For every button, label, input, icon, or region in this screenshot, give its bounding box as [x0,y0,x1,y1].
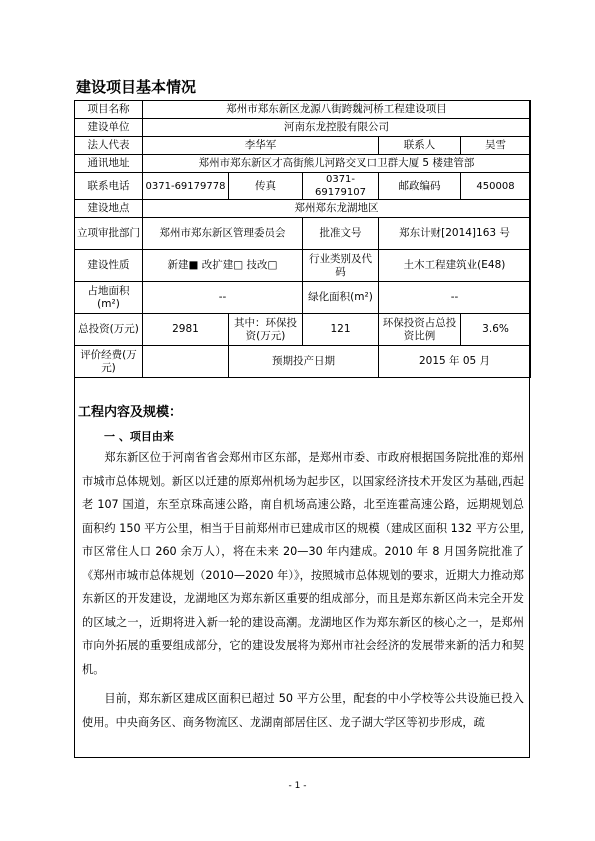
cell-value: -- [143,282,303,314]
cell-value: 河南东龙控股有限公司 [143,119,531,137]
cell-value: 郑州市郑东新区龙源八街跨魏河桥工程建设项目 [143,101,531,119]
cell-label: 立项审批部门 [75,218,143,250]
cell-value: 2981 [143,314,229,346]
table-row [75,155,531,173]
cell-label: 绿化面积(m²) [303,282,379,314]
cell-value: 郑州市郑东新区才高街熊儿河路交叉口卫群大厦 5 楼建管部 [143,155,531,173]
table-row [75,282,531,314]
cell-value: 450008 [461,173,531,200]
project-info-table [74,100,531,378]
cell-value: 新建■ 改扩建□ 技改□ [143,250,303,282]
table-row [75,218,531,250]
cell-value: 3.6% [461,314,531,346]
body-text [82,446,524,734]
cell-label: 预期投产日期 [229,346,379,378]
cell-label: 通讯地址 [75,155,143,173]
cell-label: 建设地点 [75,200,143,218]
cell-label: 建设单位 [75,119,143,137]
cell-label: 联系人 [379,137,461,155]
cell-value: 李华军 [143,137,379,155]
cell-label: 法人代表 [75,137,143,155]
cell-value [143,346,229,378]
cell-value: -- [379,282,531,314]
cell-label: 传真 [229,173,303,200]
cell-label: 建设性质 [75,250,143,282]
section-title: 工程内容及规模： [78,405,183,420]
table-row [75,346,531,378]
cell-label: 邮政编码 [379,173,461,200]
paragraph: 郑东新区位于河南省省会郑州市区东部，是郑州市委、市政府根据国务院批准的郑州市城市总体规划。新区以迁建的原郑州机场为起步区，以国家经济技术开发区为基础,西起老 107 国道，东至京珠高速公路，南自机场高速公路，北至连霍高速公路，远期规划总面积约 150 平方公里，相当于目前郑州市已建成市区的规模（建成区面积 132 平方公里,市区常住人口 260 余万人），将在未来 20—30 年内建成。2010 年 8 月国务院批准了《郑州市城市总体规划（2010—2020 年）》，按照城市总体规划的要求，近期大力推动郑东新区的开发建设，龙湖地区为郑东新区重要的组成部分，而且是郑东新区尚未完全开发的区域之一，近期将进入新一轮的建设高潮。龙湖地区作为郑东新区的核心之一，是郑州市向外拓展的重要组成部分，它的建设发展将为郑州市社会经济的发展带来新的活力和契机。 [82,451,524,676]
cell-label: 评价经费(万元) [75,346,143,378]
cell-value: 吴雪 [461,137,531,155]
table-row [75,314,531,346]
page-title: 建设项目基本情况 [76,78,197,96]
page-number: - 1 - [288,781,307,791]
cell-value: 郑州郑东龙湖地区 [143,200,531,218]
table-row [75,119,531,137]
cell-value: 土木工程建筑业(E48) [379,250,531,282]
cell-value: 0371-69179107 [303,173,379,200]
cell-label: 批准文号 [303,218,379,250]
table-row [75,173,531,200]
table-row [75,200,531,218]
cell-label: 其中：环保投资(万元) [229,314,303,346]
paragraph: 目前，郑东新区建成区面积已超过 50 平方公里，配套的中小学校等公共设施已投入使用。中央商务区、商务物流区、龙湖南部居住区、龙子湖大学区等初步形成，疏 [82,692,524,729]
cell-label: 行业类别及代码 [303,250,379,282]
cell-value: 郑东计财[2014]163 号 [379,218,531,250]
cell-value: 121 [303,314,379,346]
subsection-title: 一 、项目由来 [104,430,174,443]
table-row [75,101,531,119]
table-row [75,250,531,282]
cell-label: 总投资(万元) [75,314,143,346]
cell-value: 2015 年 05 月 [379,346,531,378]
cell-value: 郑州市郑东新区管理委员会 [143,218,303,250]
table-row [75,137,531,155]
cell-label: 占地面积(m²) [75,282,143,314]
cell-value: 0371-69179778 [143,173,229,200]
cell-label: 联系电话 [75,173,143,200]
cell-label: 环保投资占总投资比例 [379,314,461,346]
cell-label: 项目名称 [75,101,143,119]
